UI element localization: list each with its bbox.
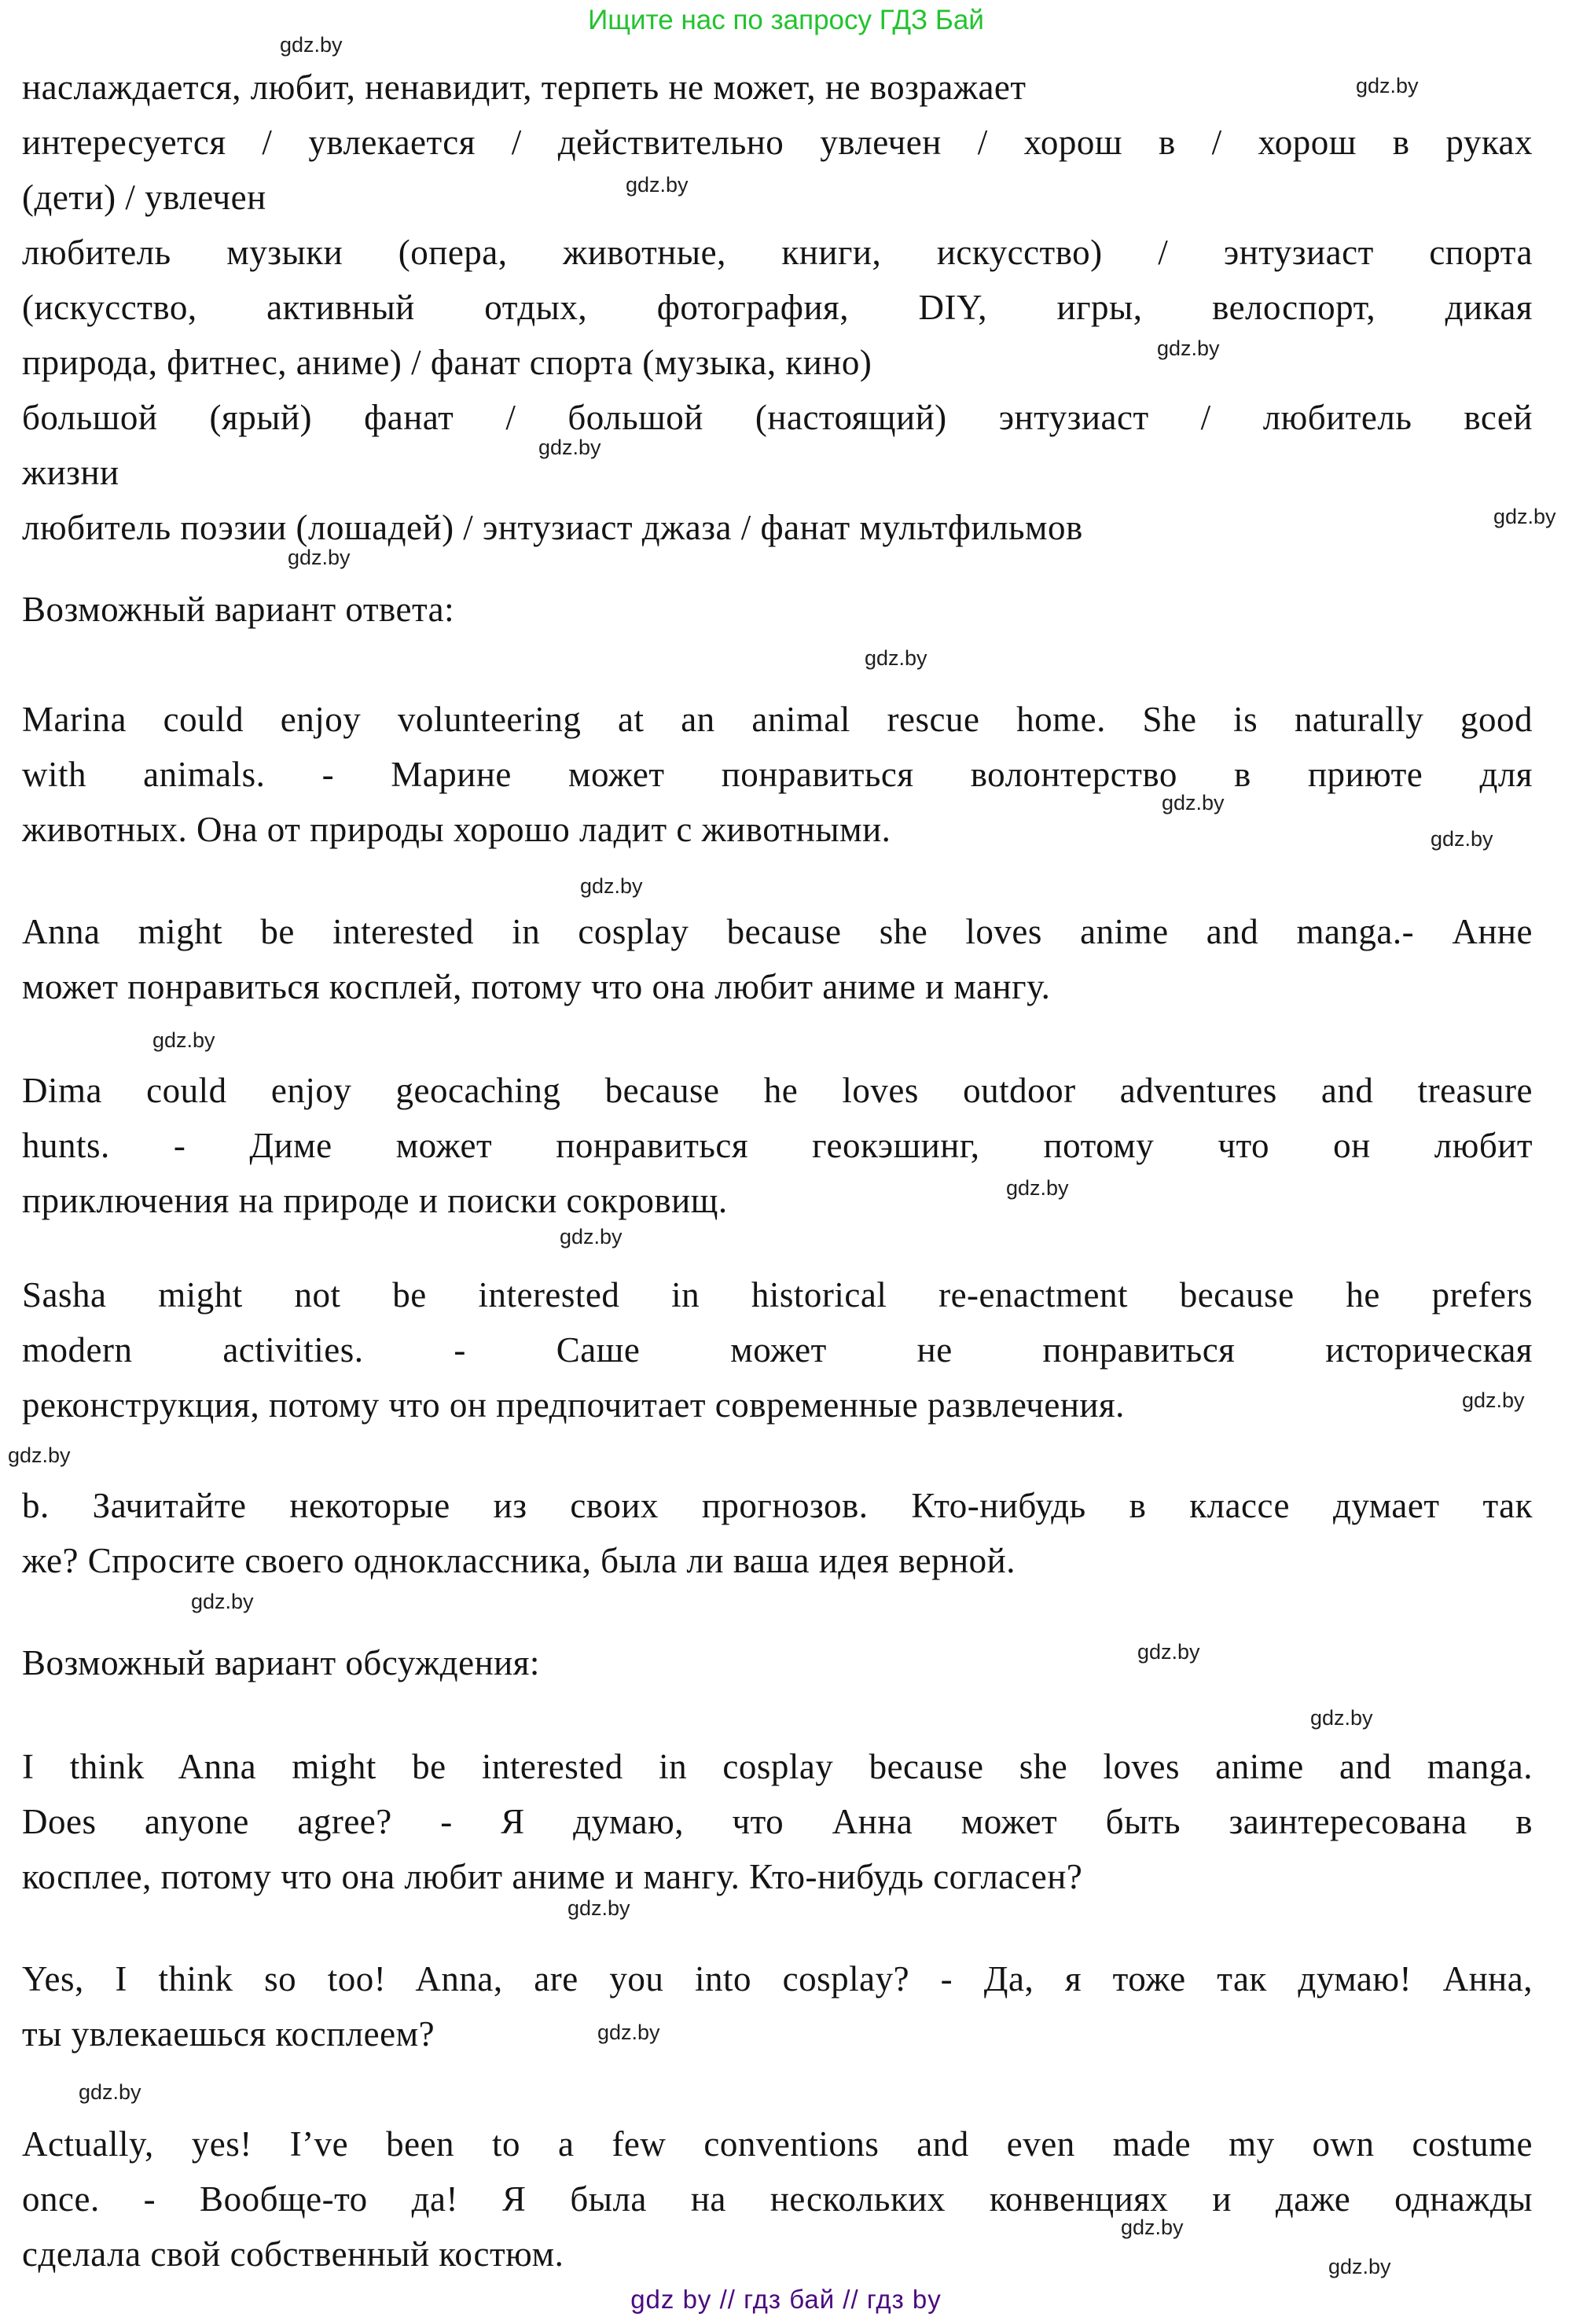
gdz-watermark: gdz.by — [1328, 2255, 1391, 2278]
text-line: Anna might be interested in cosplay because she loves anime and manga.- Анне — [22, 912, 1533, 951]
gdz-watermark: gdz.by — [1462, 1388, 1525, 1412]
gdz-watermark: gdz.by — [8, 1443, 71, 1467]
text-line: же? Спросите своего одноклассника, была ли ваша идея верной. — [22, 1541, 1016, 1580]
text-line: животных. Она от природы хорошо ладит с животными. — [22, 810, 891, 849]
gdz-watermark: gdz.by — [1356, 74, 1419, 97]
text-line: I think Anna might be interested in cosplay because she loves anime and manga. — [22, 1747, 1533, 1786]
gdz-watermark: gdz.by — [1157, 336, 1220, 360]
text-line: любитель поэзии (лошадей) / энтузиаст джаза / фанат мультфильмов — [22, 508, 1083, 547]
gdz-watermark: gdz.by — [597, 2021, 660, 2044]
document-text — [22, 0, 1533, 2282]
paragraph-block — [22, 904, 1533, 1014]
gdz-watermark: gdz.by — [288, 546, 351, 569]
text-line: b. Зачитайте некоторые из своих прогнозов. Кто-нибудь в классе думает так — [22, 1486, 1533, 1525]
text-line: Actually, yes! I’ve been to a few conventions and even made my own costume — [22, 2124, 1533, 2164]
text-line: реконструкция, потому что он предпочитает современные развлечения. — [22, 1385, 1125, 1425]
text-line: ты увлекаешься косплеем? — [22, 2014, 435, 2054]
gdz-watermark: gdz.by — [567, 1896, 630, 1920]
text-line: большой (ярый) фанат / большой (настоящий) энтузиаст / любитель всей — [22, 398, 1533, 437]
footer-watermark: gdz by // гдз бай // гдз by — [630, 2285, 942, 2314]
paragraph-block — [22, 1478, 1533, 1588]
text-line: Does anyone agree? - Я думаю, что Анна может быть заинтересована в — [22, 1802, 1533, 1841]
text-line: приключения на природе и поиски сокровищ. — [22, 1181, 728, 1220]
gdz-watermark: gdz.by — [1137, 1640, 1200, 1664]
text-line: косплее, потому что она любит аниме и мангу. Кто-нибудь согласен? — [22, 1857, 1083, 1896]
paragraph-block — [22, 1635, 1533, 1690]
gdz-watermark: gdz.by — [1493, 505, 1556, 528]
text-line: (искусство, активный отдых, фотография, DIY, игры, велоспорт, дикая — [22, 288, 1533, 327]
paragraph-block — [22, 1951, 1533, 2061]
gdz-watermark: gdz.by — [280, 33, 343, 57]
gdz-watermark: gdz.by — [79, 2080, 141, 2104]
paragraph-block — [22, 60, 1533, 555]
gdz-watermark: gdz.by — [1431, 827, 1493, 851]
text-line: modern activities. - Саше может не понравиться историческая — [22, 1330, 1533, 1370]
text-line: Возможный вариант ответа: — [22, 590, 455, 629]
text-line: (дети) / увлечен — [22, 178, 266, 217]
gdz-watermark: gdz.by — [538, 436, 601, 459]
text-line: интересуется / увлекается / действительно увлечен / хорош в / хорош в руках — [22, 123, 1533, 162]
gdz-watermark: gdz.by — [152, 1028, 215, 1052]
text-line: наслаждается, любит, ненавидит, терпеть не может, не возражает — [22, 68, 1027, 107]
paragraph-block — [22, 692, 1533, 857]
text-line: Dima could enjoy geocaching because he loves outdoor adventures and treasure — [22, 1071, 1533, 1110]
text-line: Возможный вариант обсуждения: — [22, 1643, 540, 1682]
text-line: Sasha might not be interested in historical re-enactment because he prefers — [22, 1275, 1533, 1315]
text-line: жизни — [22, 453, 119, 492]
gdz-watermark: gdz.by — [865, 646, 927, 670]
gdz-watermark: gdz.by — [1162, 791, 1225, 815]
text-line: может понравиться косплей, потому что она любит аниме и мангу. — [22, 967, 1051, 1006]
text-line: любитель музыки (опера, животные, книги, искусство) / энтузиаст спорта — [22, 233, 1533, 272]
text-line: once. - Вообще-то да! Я была на нескольких конвенциях и даже однажды — [22, 2179, 1533, 2219]
text-line: Yes, I think so too! Anna, are you into cosplay? - Да, я тоже так думаю! Анна, — [22, 1959, 1533, 1999]
gdz-watermark: gdz.by — [560, 1225, 623, 1248]
gdz-watermark: gdz.by — [580, 874, 643, 898]
header-banner: Ищите нас по запросу ГДЗ Бай — [588, 5, 984, 35]
text-line: Marina could enjoy volunteering at an animal rescue home. She is naturally good — [22, 700, 1533, 739]
gdz-watermark: gdz.by — [191, 1590, 254, 1613]
gdz-watermark: gdz.by — [1310, 1706, 1373, 1730]
text-line: with animals. - Марине может понравиться волонтерство в приюте для — [22, 755, 1533, 794]
paragraph-block — [22, 1267, 1533, 1432]
gdz-watermark: gdz.by — [1006, 1176, 1069, 1200]
gdz-watermark: gdz.by — [1121, 2216, 1184, 2239]
paragraph-block — [22, 1063, 1533, 1228]
paragraph-block — [22, 2116, 1533, 2282]
text-line: сделала свой собственный костюм. — [22, 2234, 564, 2274]
gdz-watermark: gdz.by — [626, 173, 689, 197]
text-line: hunts. - Диме может понравиться геокэшинг, потому что он любит — [22, 1126, 1533, 1165]
text-line: природа, фитнес, аниме) / фанат спорта (музыка, кино) — [22, 343, 872, 382]
paragraph-block — [22, 1739, 1533, 1904]
paragraph-block — [22, 582, 1533, 637]
